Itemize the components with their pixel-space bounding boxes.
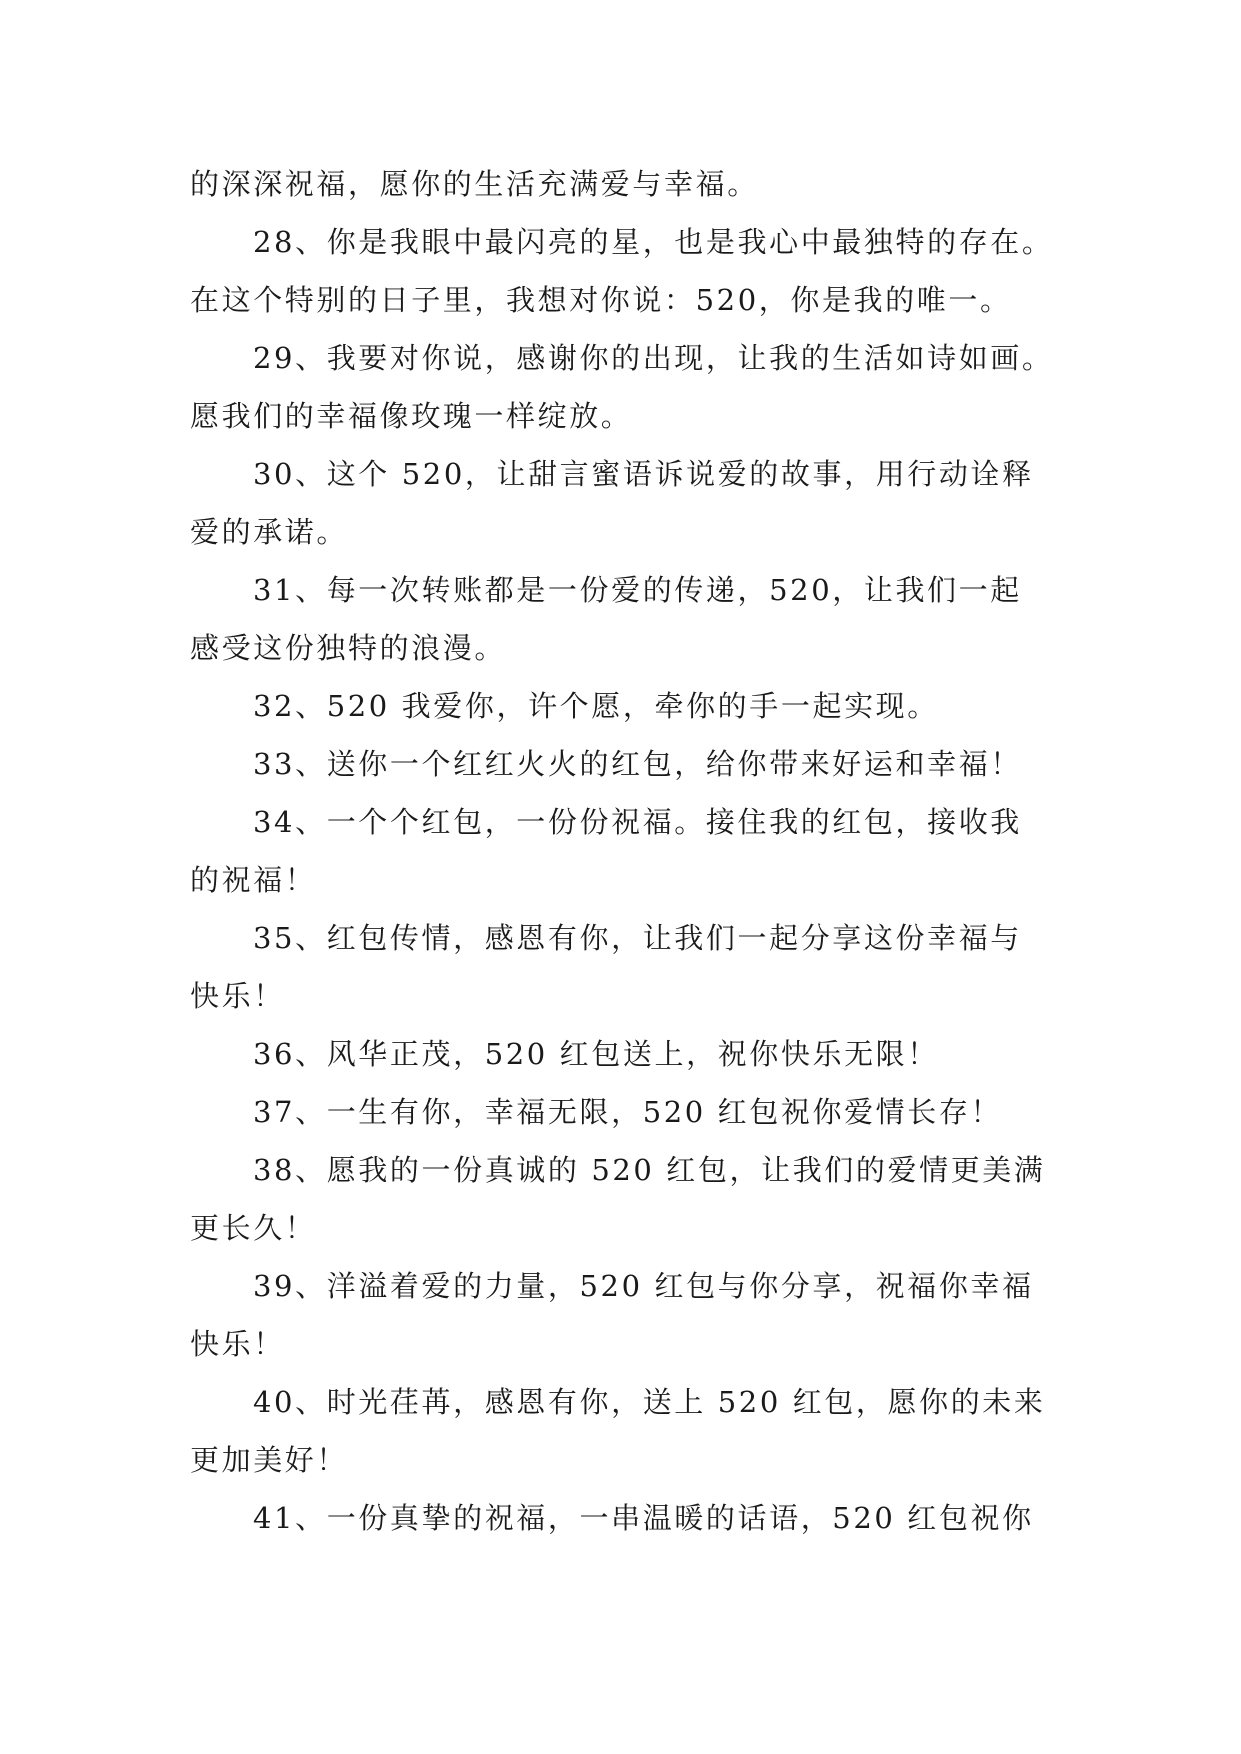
paragraph-line: 愿我们的幸福像玫瑰一样绽放。 [190, 399, 633, 433]
paragraph-line: 40、时光荏苒，感恩有你，送上 520 红包，愿你的未来 [253, 1385, 1046, 1419]
paragraph-line: 爱的承诺。 [190, 515, 349, 549]
paragraph-line: 34、一个个红包，一份份祝福。接住我的红包，接收我 [253, 805, 1022, 839]
paragraph-line: 28、你是我眼中最闪亮的星，也是我心中最独特的存在。 [253, 225, 1054, 259]
paragraph-line: 30、这个 520，让甜言蜜语诉说爱的故事，用行动诠释 [253, 457, 1034, 491]
paragraph-line: 37、一生有你，幸福无限，520 红包祝你爱情长存！ [253, 1095, 1003, 1129]
paragraph-line: 33、送你一个红红火火的红包，给你带来好运和幸福！ [253, 747, 1022, 781]
paragraph-line: 35、红包传情，感恩有你，让我们一起分享这份幸福与 [253, 921, 1022, 955]
paragraph-line: 41、一份真挚的祝福，一串温暖的话语，520 红包祝你 [253, 1501, 1034, 1535]
paragraph-line: 39、洋溢着爱的力量，520 红包与你分享，祝福你幸福 [253, 1269, 1034, 1303]
paragraph-line: 的深深祝福，愿你的生活充满爱与幸福。 [190, 167, 759, 201]
document-body [190, 155, 1054, 1547]
paragraph-line: 在这个特别的日子里，我想对你说：520，你是我的唯一。 [190, 283, 1012, 317]
paragraph-line: 感受这份独特的浪漫。 [190, 631, 507, 665]
paragraph-line: 快乐！ [190, 979, 285, 1013]
paragraph-line: 快乐！ [190, 1327, 285, 1361]
paragraph-line: 的祝福！ [190, 863, 317, 897]
paragraph-line: 29、我要对你说，感谢你的出现，让我的生活如诗如画。 [253, 341, 1054, 375]
paragraph-line: 更长久！ [190, 1211, 317, 1245]
paragraph-line: 38、愿我的一份真诚的 520 红包，让我们的爱情更美满 [253, 1153, 1046, 1187]
paragraph-line: 更加美好！ [190, 1443, 349, 1477]
paragraph-line: 31、每一次转账都是一份爱的传递，520，让我们一起 [253, 573, 1022, 607]
paragraph-line: 36、风华正茂，520 红包送上，祝你快乐无限！ [253, 1037, 939, 1071]
paragraph-line: 32、520 我爱你，许个愿，牵你的手一起实现。 [253, 689, 939, 723]
